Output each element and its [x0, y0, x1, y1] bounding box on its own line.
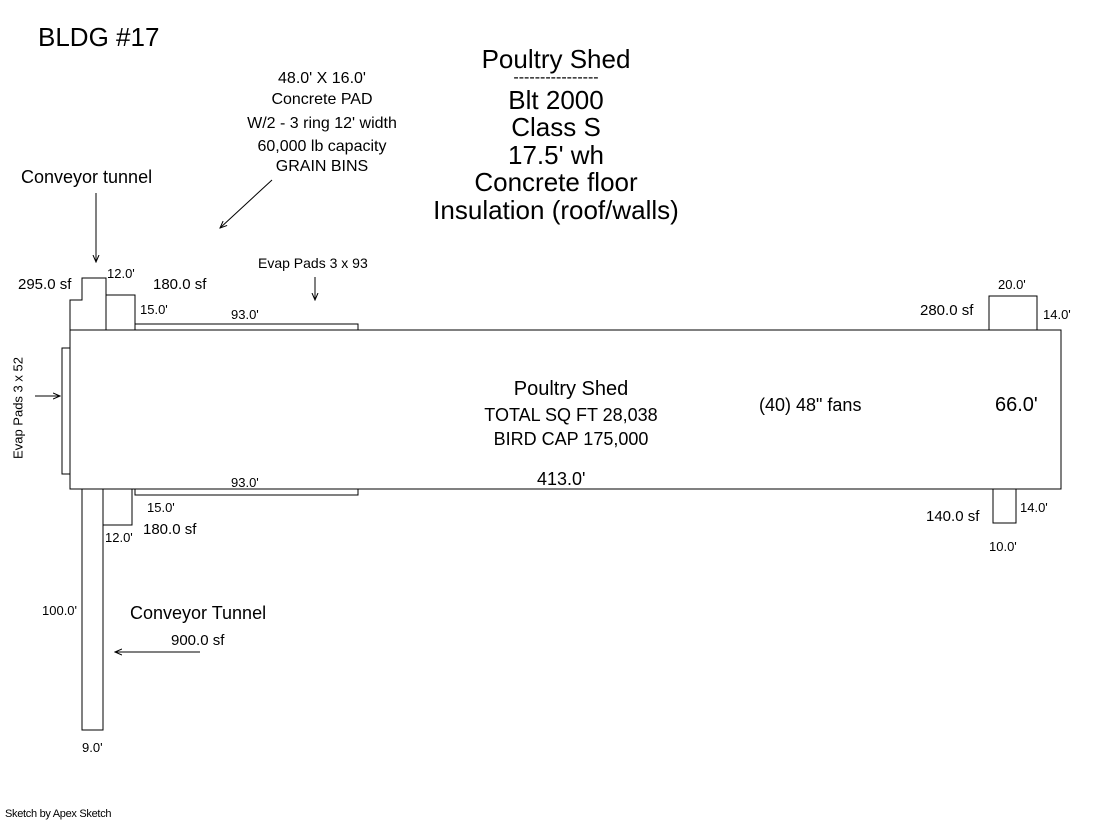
- main-building-bird-cap: BIRD CAP 175,000: [493, 429, 649, 449]
- footer-credit: Sketch by Apex Sketch: [5, 808, 112, 820]
- title-block-line: Concrete floor: [474, 167, 638, 197]
- bottom-right-room-outline: [993, 489, 1016, 523]
- main-building-name: Poultry Shed: [513, 378, 629, 400]
- top-left-room-depth: 15.0': [140, 302, 168, 317]
- left-evap-label: Evap Pads 3 x 52: [10, 357, 26, 459]
- conveyor-tunnel-bottom-label: Conveyor Tunnel: [130, 603, 267, 623]
- top-left-room-width: 12.0': [107, 266, 135, 281]
- top-evap-dimension: 93.0': [231, 307, 259, 322]
- main-building-width: 66.0': [995, 394, 1038, 416]
- conveyor-tunnel-bottom-area: 900.0 sf: [171, 632, 225, 649]
- conveyor-tunnel-bottom-length: 100.0': [42, 603, 78, 618]
- bottom-left-room-width: 12.0': [105, 530, 133, 545]
- grain-bins-note-line: 48.0' X 16.0': [278, 70, 366, 87]
- top-left-room-area: 180.0 sf: [153, 276, 207, 293]
- grain-bins-note-line: Concrete PAD: [271, 91, 373, 108]
- main-building-length: 413.0': [537, 469, 586, 489]
- grain-bins-note-line: GRAIN BINS: [275, 158, 369, 175]
- top-right-room-outline: [989, 296, 1037, 330]
- conveyor-tunnel-top-outline: [70, 278, 106, 330]
- title-block-title: Poultry Shed: [481, 44, 631, 74]
- top-left-room-outline: [106, 295, 135, 330]
- bottom-right-room-depth: 14.0': [1020, 500, 1048, 515]
- grain-bins-arrow: [220, 180, 272, 228]
- top-evap-pad-outline: [135, 324, 358, 330]
- bottom-right-room-area: 140.0 sf: [926, 508, 980, 525]
- grain-bins-note-line: W/2 - 3 ring 12' width: [247, 115, 397, 132]
- building-label: BLDG #17: [38, 22, 160, 52]
- title-block-line: 17.5' wh: [507, 140, 605, 170]
- top-right-room-depth: 14.0': [1043, 307, 1071, 322]
- title-block-line: Blt 2000: [508, 85, 604, 115]
- left-evap-pad-outline: [62, 348, 70, 474]
- main-building-fans: (40) 48" fans: [759, 395, 862, 415]
- title-block-divider: ----------------: [513, 69, 599, 86]
- main-building-total-sq-ft: TOTAL SQ FT 28,038: [484, 405, 658, 425]
- bottom-left-room-outline: [103, 489, 132, 525]
- conveyor-tunnel-bottom-width: 9.0': [82, 740, 103, 755]
- bottom-right-room-width: 10.0': [989, 539, 1017, 554]
- bottom-evap-dimension: 93.0': [231, 475, 259, 490]
- conveyor-tunnel-bottom-outline: [82, 489, 103, 730]
- bottom-left-room-area: 180.0 sf: [143, 521, 197, 538]
- top-right-room-area: 280.0 sf: [920, 302, 974, 319]
- grain-bins-note-line: 60,000 lb capacity: [257, 138, 387, 155]
- top-right-room-width: 20.0': [998, 277, 1026, 292]
- title-block-line: Class S: [511, 112, 601, 142]
- top-evap-label: Evap Pads 3 x 93: [258, 255, 368, 271]
- bottom-left-room-depth: 15.0': [147, 500, 175, 515]
- conveyor-tunnel-top-label: Conveyor tunnel: [21, 167, 153, 187]
- title-block-line: Insulation (roof/walls): [433, 195, 679, 225]
- conveyor-tunnel-top-area: 295.0 sf: [18, 276, 72, 293]
